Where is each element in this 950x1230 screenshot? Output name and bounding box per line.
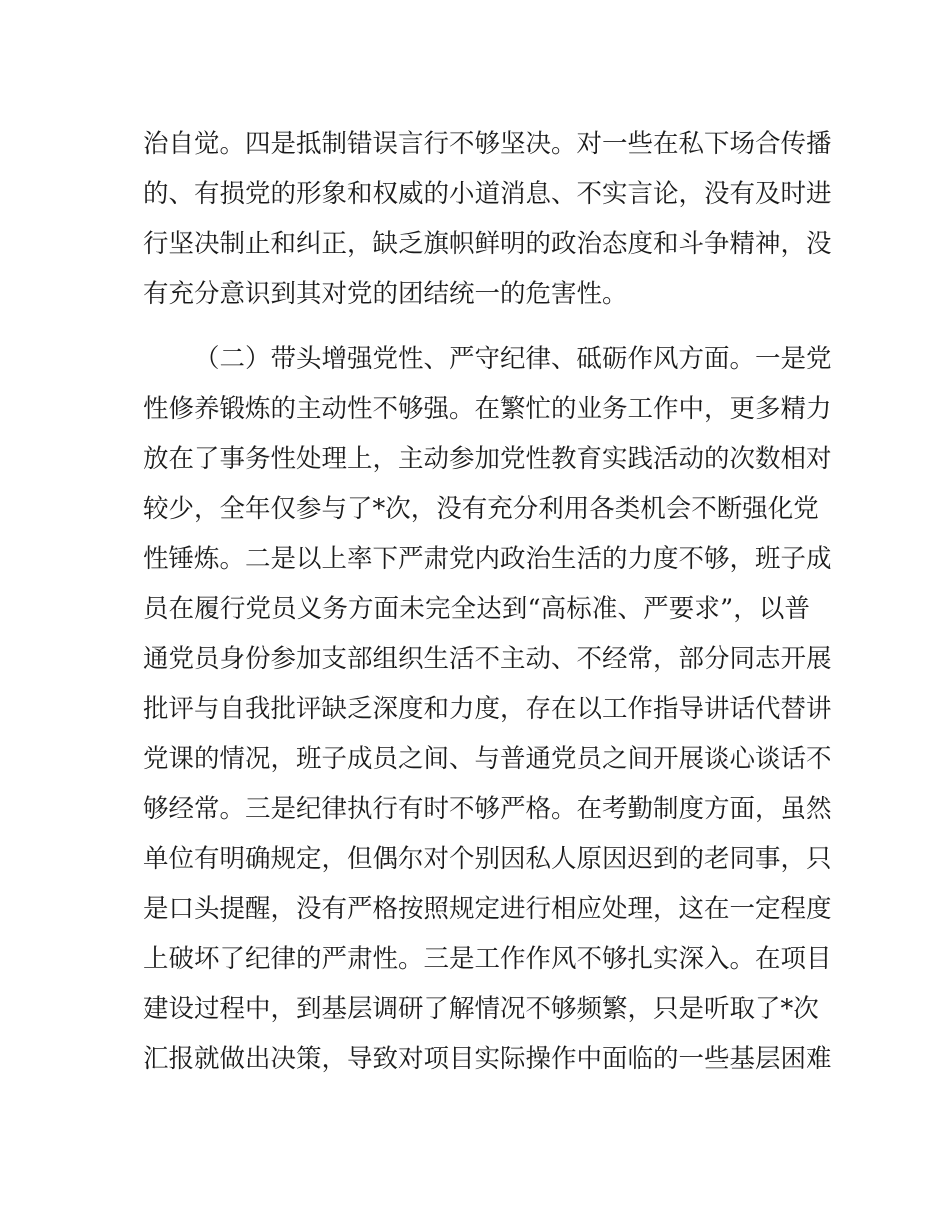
text-line: 单位有明确规定，但偶尔对个别因私人原因迟到的老同事，只 (143, 844, 832, 874)
text-line: 有充分意识到其对党的团结统一的危害性。 (143, 279, 628, 309)
text-line: 性修养锻炼的主动性不够强。在繁忙的业务工作中，更多精力 (143, 394, 832, 424)
text-line: 员在履行党员义务方面未完全达到“高标准、严要求”，以普 (143, 594, 810, 624)
text-line: 较少，全年仅参与了*次，没有充分利用各类机会不断强化党 (143, 494, 819, 524)
text-line: 治自觉。四是抵制错误言行不够坚决。对一些在私下场合传播 (143, 129, 832, 159)
text-line: 党课的情况，班子成员之间、与普通党员之间开展谈心谈话不 (143, 744, 832, 774)
text-line: 放在了事务性处理上，主动参加党性教育实践活动的次数相对 (143, 444, 832, 474)
text-line: 是口头提醒，没有严格按照规定进行相应处理，这在一定程度 (143, 894, 832, 924)
text-line: 汇报就做出决策，导致对项目实际操作中面临的一些基层困难 (143, 1044, 832, 1074)
section-heading-line: （二）带头增强党性、严守纪律、砥砺作风方面。一是党 (194, 344, 832, 374)
text-line: 批评与自我批评缺乏深度和力度，存在以工作指导讲话代替讲 (143, 694, 832, 724)
text-line: 通党员身份参加支部组织生活不主动、不经常，部分同志开展 (143, 644, 832, 674)
text-line: 上破坏了纪律的严肃性。三是工作作风不够扎实深入。在项目 (143, 944, 832, 974)
text-line: 的、有损党的形象和权威的小道消息、不实言论，没有及时进 (143, 179, 832, 209)
text-line: 行坚决制止和纠正，缺乏旗帜鲜明的政治态度和斗争精神，没 (143, 229, 832, 259)
text-line: 建设过程中，到基层调研了解情况不够频繁，只是听取了*次 (143, 994, 819, 1024)
text-line: 性锤炼。二是以上率下严肃党内政治生活的力度不够，班子成 (143, 544, 832, 574)
text-line: 够经常。三是纪律执行有时不够严格。在考勤制度方面，虽然 (143, 794, 832, 824)
